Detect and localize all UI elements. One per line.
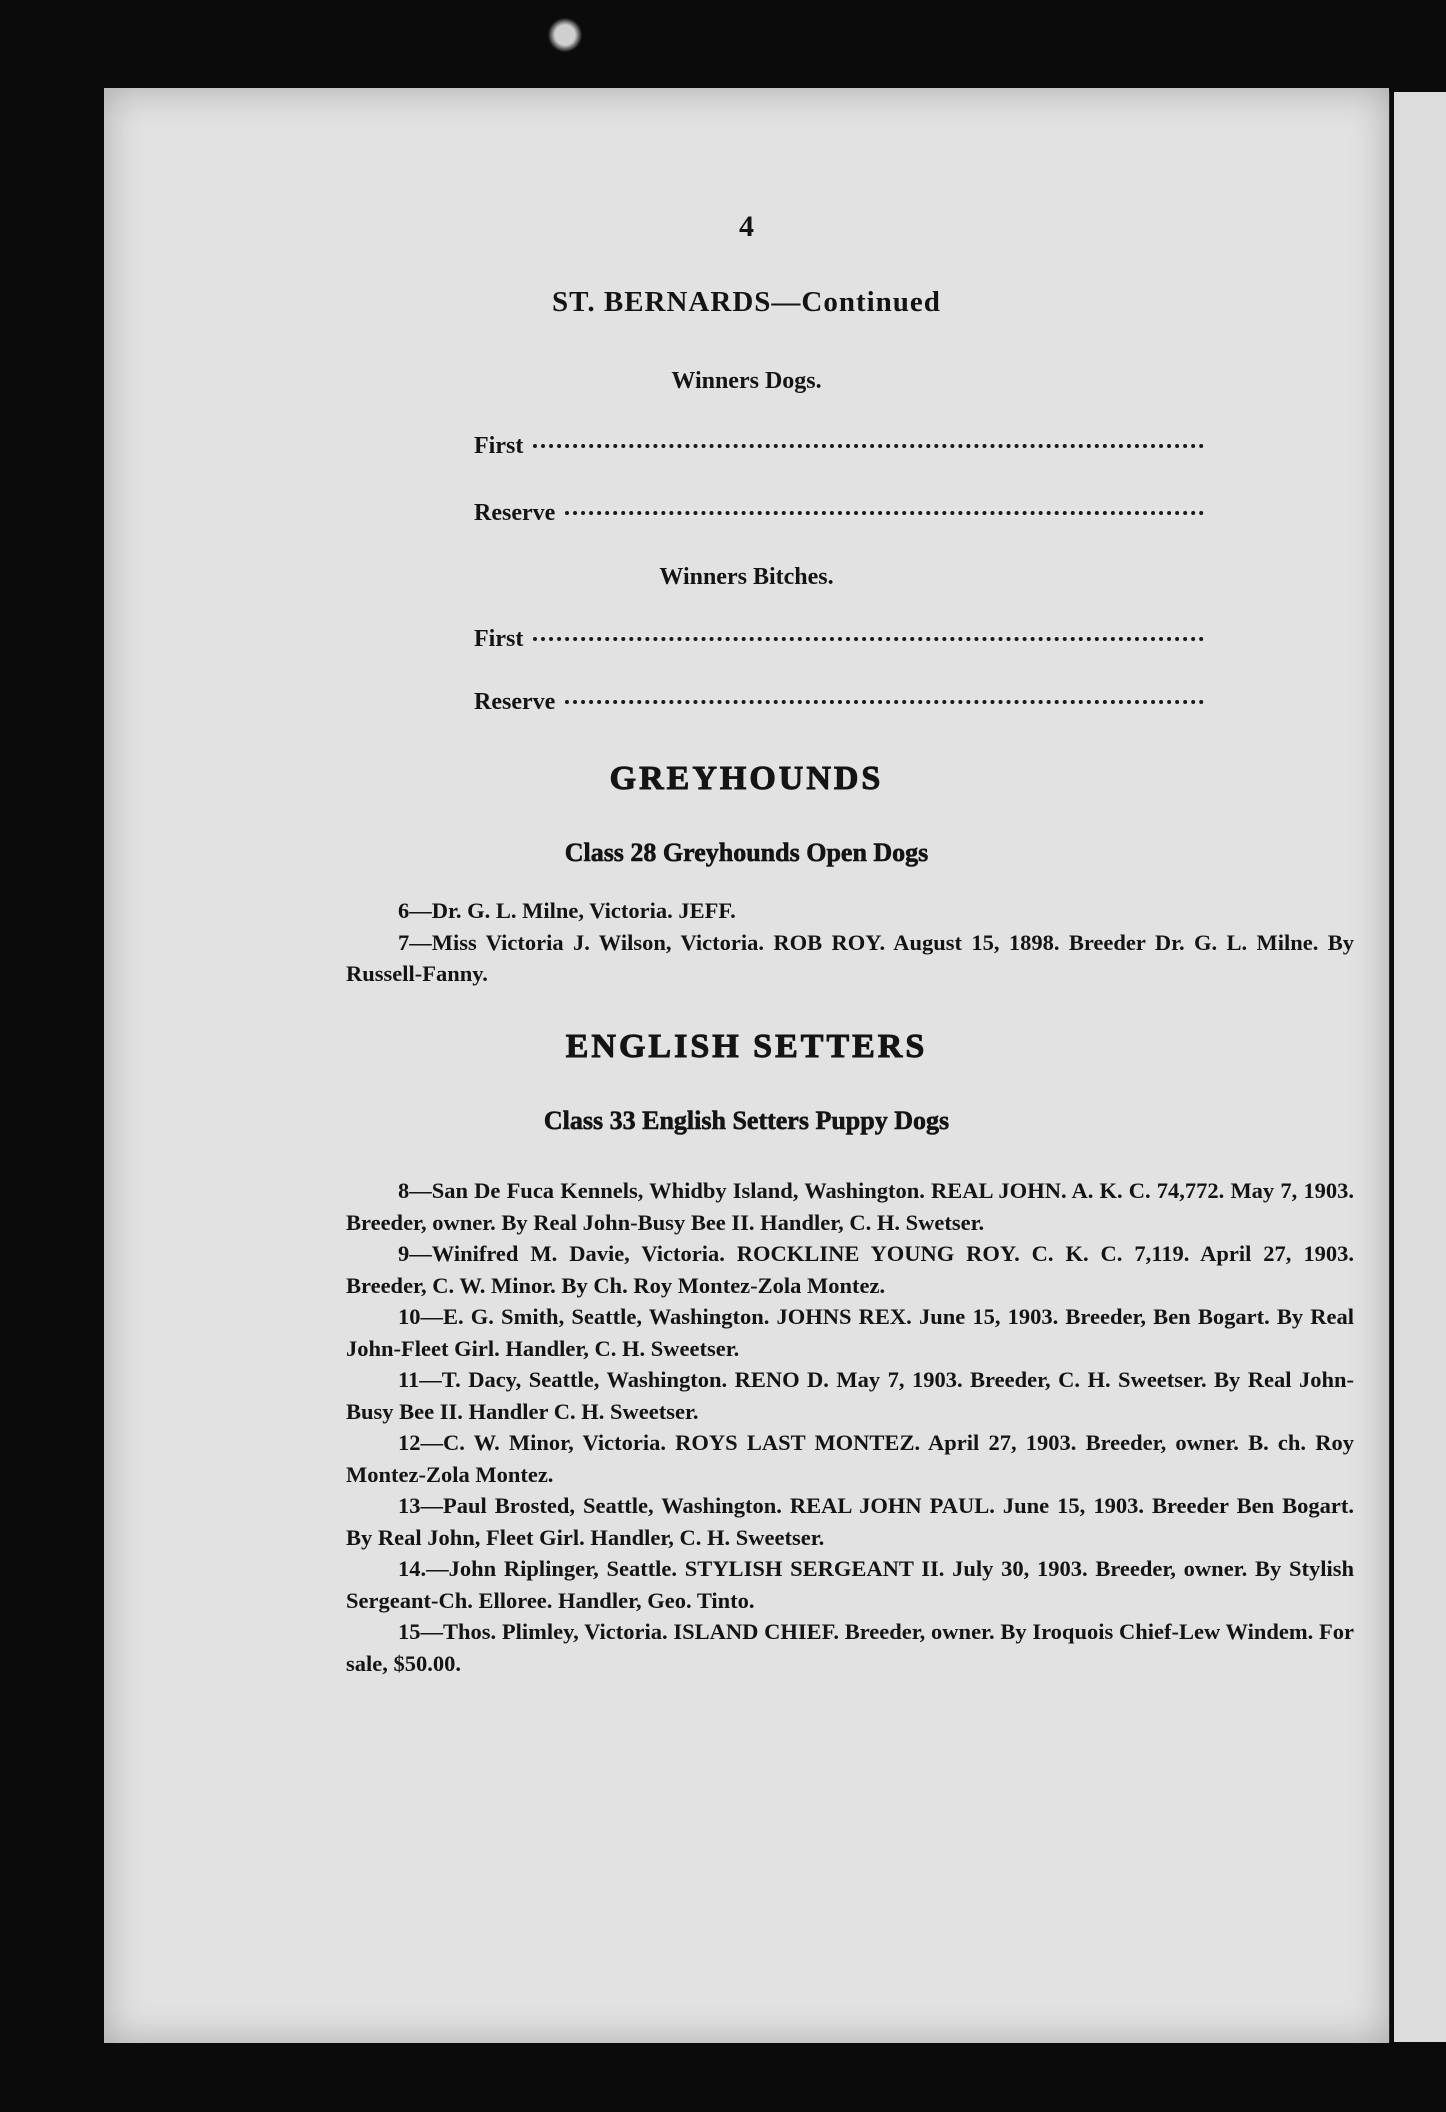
adjacent-page-edge: [1394, 92, 1446, 2042]
award-label: Reserve: [474, 500, 556, 526]
winners-dogs-reserve-line: [474, 500, 1204, 527]
winners-dogs-title: Winners Dogs.: [671, 368, 822, 394]
entry: 11—T. Dacy, Seattle, Washington. RENO D. May 7, 1903. Breeder, C. H. Sweetser. By Real John-Busy Bee II. Handler C. H. Sweetser.: [346, 1367, 1354, 1424]
winners-bitches-reserve-line: [474, 689, 1204, 716]
winners-bitches-first-line: [474, 626, 1204, 653]
catalog-page: [104, 88, 1389, 2043]
greyhounds-heading: GREYHOUNDS: [609, 760, 884, 797]
dotted-blank: [533, 637, 1204, 641]
entry: 14.—John Riplinger, Seattle. STYLISH SERGEANT II. July 30, 1903. Breeder, owner. By Stylish Sergeant-Ch. Elloree. Handler, Geo. Tinto.: [346, 1556, 1354, 1613]
entry: 13—Paul Brosted, Seattle, Washington. REAL JOHN PAUL. June 15, 1903. Breeder Ben Bogart. By Real John, Fleet Girl. Handler, C. H. Sweetser.: [346, 1493, 1354, 1550]
entry: 6—Dr. G. L. Milne, Victoria. JEFF.: [398, 898, 736, 923]
english-setters-class-title: Class 33 English Setters Puppy Dogs: [543, 1106, 950, 1135]
award-label: First: [474, 433, 524, 459]
entry: 10—E. G. Smith, Seattle, Washington. JOHNS REX. June 15, 1903. Breeder, Ben Bogart. By Real John-Fleet Girl. Handler, C. H. Sweetser.: [346, 1304, 1354, 1361]
greyhounds-entries: [346, 895, 1354, 990]
st-bernards-heading: ST. BERNARDS—Continued: [552, 286, 941, 318]
scan-artifact: [548, 12, 582, 58]
dotted-blank: [565, 700, 1204, 704]
winners-dogs-first-line: [474, 433, 1204, 460]
award-label: Reserve: [474, 689, 556, 715]
entry: 8—San De Fuca Kennels, Whidby Island, Washington. REAL JOHN. A. K. C. 74,772. May 7, 1903. Breeder, owner. By Real John-Busy Bee II. Handler, C. H. Swetser.: [346, 1178, 1354, 1235]
entry: 15—Thos. Plimley, Victoria. ISLAND CHIEF. Breeder, owner. By Iroquois Chief-Lew Windem. For sale, $50.00.: [346, 1619, 1354, 1676]
entry: 12—C. W. Minor, Victoria. ROYS LAST MONTEZ. April 27, 1903. Breeder, owner. B. ch. Roy Montez-Zola Montez.: [346, 1430, 1354, 1487]
dotted-blank: [533, 444, 1204, 448]
winners-bitches-title: Winners Bitches.: [659, 564, 834, 590]
award-label: First: [474, 626, 524, 652]
english-setters-heading: ENGLISH SETTERS: [565, 1028, 928, 1065]
english-setters-entries: [346, 1175, 1354, 1679]
greyhounds-class-title: Class 28 Greyhounds Open Dogs: [564, 838, 929, 867]
dotted-blank: [565, 511, 1204, 515]
entry: 7—Miss Victoria J. Wilson, Victoria. ROB ROY. August 15, 1898. Breeder Dr. G. L. Milne. By Russell-Fanny.: [346, 929, 1354, 986]
entry: 9—Winifred M. Davie, Victoria. ROCKLINE YOUNG ROY. C. K. C. 7,119. April 27, 1903. Breeder, C. W. Minor. By Ch. Roy Montez-Zola Montez.: [346, 1241, 1354, 1298]
page-number: 4: [739, 210, 754, 243]
